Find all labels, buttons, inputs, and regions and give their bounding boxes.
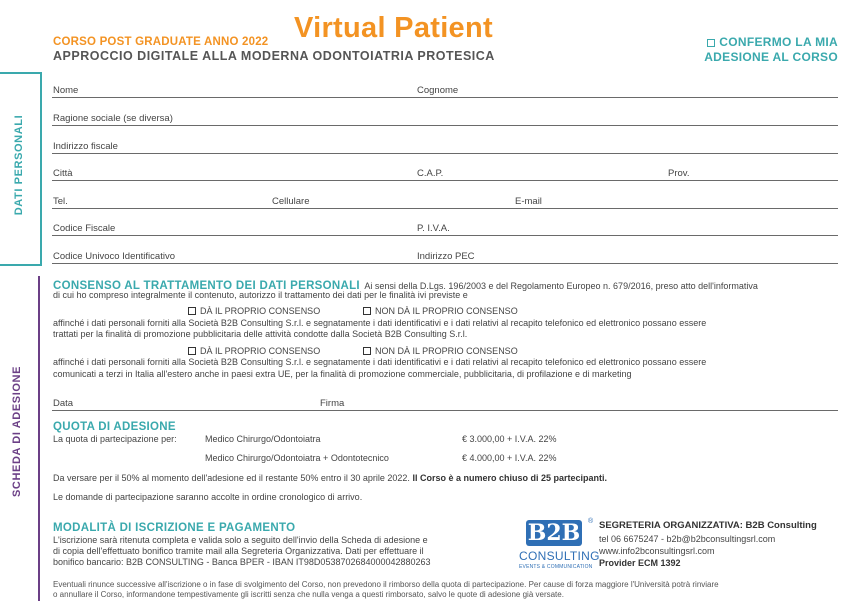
confirm-checkbox-icon[interactable] [707, 39, 715, 47]
consent2-deny[interactable] [363, 346, 518, 356]
course-title: Virtual Patient [294, 12, 493, 44]
modalita-line1: L'iscrizione sarà ritenuta completa e valida solo a seguito dell'invio della Scheda di adesione e [53, 535, 428, 545]
field-pec[interactable]: Indirizzo PEC [417, 251, 475, 262]
confirm-line2: ADESIONE AL CORSO [704, 50, 838, 64]
field-codice-univoco[interactable]: Codice Univoco Identificativo [53, 251, 175, 262]
rule-8 [52, 410, 838, 411]
consent1-give[interactable] [188, 306, 320, 316]
field-prov[interactable]: Prov. [668, 168, 690, 179]
consent1-line2: trattati per la finalità di promozione pubblicitaria delle attività condotte dalla Società B2B Consulting S.r.l. [53, 329, 468, 339]
consent1-give-label: DÀ IL PROPRIO CONSENSO [200, 306, 321, 316]
consent-intro-line1: Ai sensi della D.Lgs. 196/2003 e del Regolamento Europeo n. 679/2016, preso atto dell'informativa [364, 281, 758, 291]
consent1-deny-label: NON DÀ IL PROPRIO CONSENSO [375, 306, 518, 316]
consent2-give[interactable] [188, 346, 320, 356]
segreteria-provider: Provider ECM 1392 [599, 558, 681, 568]
rule-5 [52, 208, 838, 209]
field-cellulare[interactable]: Cellulare [272, 196, 310, 207]
consent1-deny[interactable] [363, 306, 518, 316]
confirm-box[interactable] [704, 35, 838, 65]
modalita-line2: di copia dell'effettuato bonifico tramite mail alla Segreteria Organizzativa. Dati per effettuare il [53, 546, 424, 556]
logo-mark: B2B [527, 520, 581, 546]
side-label-personal: DATI PERSONALI [13, 114, 25, 216]
course-label: CORSO POST GRADUATE ANNO 2022 [53, 36, 269, 48]
quota-price1: € 3.000,00 + I.V.A. 22% [462, 434, 557, 444]
quota-item1: Medico Chirurgo/Odontoiatra [205, 434, 321, 444]
consent1-line1: affinché i dati personali forniti alla Società B2B Consulting S.r.l. e segnatamente i dati identificativi e i dati relativi al recapito telefonico ed elettronico possano essere [53, 318, 707, 328]
field-indirizzo-fiscale[interactable]: Indirizzo fiscale [53, 141, 118, 152]
rule-6 [52, 235, 838, 236]
field-cognome[interactable]: Cognome [417, 85, 459, 96]
logo-word: CONSULTING [519, 549, 600, 563]
rule-4 [52, 180, 838, 181]
payment-note-bold: Il Corso è a numero chiuso di 25 partecipanti. [412, 473, 607, 483]
consent2-line2: comunicati a terzi in Italia all'estero anche in paesi extra UE, per la finalità di promozione commerciale, pubblicitaria, di profilazione e di marketing [53, 369, 632, 379]
field-piva[interactable]: P. I.V.A. [417, 223, 450, 234]
checkbox-icon[interactable] [363, 347, 371, 355]
side-label-form: SCHEDA DI ADESIONE [11, 366, 23, 497]
payment-note [53, 473, 607, 483]
footer-line2: o annullare il Corso, informandone tempestivamente gli iscritti senza che nulla venga a questi rimborsato, salvo le quote di adesione già versate. [53, 590, 564, 599]
segreteria-heading: SEGRETERIA ORGANIZZATIVA: B2B Consulting [599, 520, 817, 531]
field-cap[interactable]: C.A.P. [417, 168, 444, 179]
quota-price2: € 4.000,00 + I.V.A. 22% [462, 453, 557, 463]
consent-intro-line2: di cui ho compreso integralmente il contenuto, autorizzo il trattamento dei dati per le finalità ivi previste e [53, 290, 468, 300]
consent2-line1: affinché i dati personali forniti alla Società B2B Consulting S.r.l. e segnatamente i dati identificativi e i dati relativi al recapito telefonico ed elettronico possano essere [53, 357, 707, 367]
field-email[interactable]: E-mail [515, 196, 542, 207]
rule-3 [52, 153, 838, 154]
rule-7 [52, 263, 838, 264]
footer-line1: Eventuali rinunce successive all'iscrizione o in fase di svolgimento del Corso, non prevedono il rimborso della quota di partecipazione. Per cause di forza maggiore l'Università potrà rinviare [53, 580, 719, 589]
quota-heading: QUOTA DI ADESIONE [53, 421, 176, 433]
segreteria-web: www.info2bconsultingsrl.com [599, 546, 715, 556]
quota-item2: Medico Chirurgo/Odontoiatra + Odontotecnico [205, 453, 389, 463]
consent2-deny-label: NON DÀ IL PROPRIO CONSENSO [375, 346, 518, 356]
form-side-line [38, 276, 40, 601]
segreteria-contact: tel 06 6675247 - b2b@b2bconsultingsrl.com [599, 534, 776, 544]
confirm-line1: CONFERMO LA MIA [719, 35, 838, 49]
payment-note-text: Da versare per il 50% al momento dell'adesione ed il restante 50% entro il 30 aprile 2022. [53, 473, 410, 483]
consent2-give-label: DÀ IL PROPRIO CONSENSO [200, 346, 321, 356]
field-tel[interactable]: Tel. [53, 196, 68, 207]
field-codice-fiscale[interactable]: Codice Fiscale [53, 223, 116, 234]
checkbox-icon[interactable] [363, 307, 371, 315]
field-data[interactable]: Data [53, 398, 74, 409]
modalita-heading: MODALITÀ DI ISCRIZIONE E PAGAMENTO [53, 522, 296, 534]
b2b-logo [519, 520, 600, 572]
field-ragione-sociale[interactable]: Ragione sociale (se diversa) [53, 113, 173, 124]
rule-2 [52, 125, 838, 126]
course-subtitle: APPROCCIO DIGITALE ALLA MODERNA ODONTOIATRIA PROTESICA [53, 49, 495, 63]
field-citta[interactable]: Città [53, 168, 73, 179]
quota-intro: La quota di partecipazione per: [53, 434, 177, 444]
order-note: Le domande di partecipazione saranno accolte in ordine cronologico di arrivo. [53, 492, 363, 502]
logo-tagline: EVENTS & COMMUNICATION [519, 564, 593, 570]
field-firma[interactable]: Firma [320, 398, 345, 409]
registered-icon: ® [588, 518, 594, 525]
rule-1 [52, 97, 838, 98]
field-nome[interactable]: Nome [53, 85, 79, 96]
checkbox-icon[interactable] [188, 307, 196, 315]
modalita-line3: bonifico bancario: B2B CONSULTING - Banca BPER - IBAN IT98D0538702684000042880263 [53, 557, 431, 567]
consent-heading: CONSENSO AL TRATTAMENTO DEI DATI PERSONALI [53, 280, 360, 292]
checkbox-icon[interactable] [188, 347, 196, 355]
